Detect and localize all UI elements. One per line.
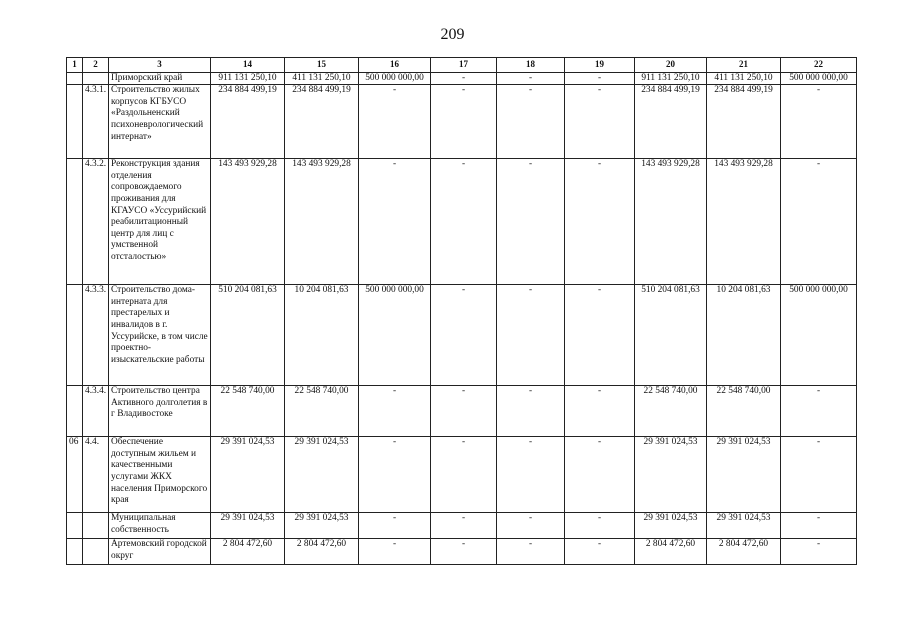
column-header: 2 [83,58,109,73]
table-row [67,437,857,513]
cell-value: - [565,72,635,85]
cell-value: - [497,386,565,437]
cell-value: - [781,539,857,565]
cell-value: 2 804 472,60 [635,539,707,565]
row-name: Муниципальная собственность [109,513,211,539]
cell-value: 234 884 499,19 [635,85,707,159]
budget-table [66,57,857,565]
column-header: 3 [109,58,211,73]
cell-value: 2 804 472,60 [285,539,359,565]
column-header: 14 [211,58,285,73]
cell-value: - [359,85,431,159]
row-code-1 [67,285,83,386]
row-code-1 [67,85,83,159]
cell-value: 911 131 250,10 [211,72,285,85]
cell-value: - [565,285,635,386]
column-header: 16 [359,58,431,73]
cell-value: - [497,72,565,85]
cell-value: - [565,539,635,565]
cell-value: - [497,85,565,159]
column-header: 17 [431,58,497,73]
row-code-2: 4.3.3. [83,285,109,386]
cell-value: 500 000 000,00 [781,72,857,85]
table-row [67,285,857,386]
cell-value: - [565,513,635,539]
table-row [67,159,857,285]
cell-value: - [431,159,497,285]
table-row [67,386,857,437]
cell-value: - [565,85,635,159]
cell-value: - [431,386,497,437]
cell-value: 10 204 081,63 [285,285,359,386]
table-row [67,85,857,159]
column-header: 18 [497,58,565,73]
cell-value: 500 000 000,00 [359,72,431,85]
column-header: 19 [565,58,635,73]
row-code-2: 4.3.4. [83,386,109,437]
table-row [67,513,857,539]
cell-value: 29 391 024,53 [211,437,285,513]
cell-value: 22 548 740,00 [707,386,781,437]
cell-value: 411 131 250,10 [707,72,781,85]
cell-value: 22 548 740,00 [211,386,285,437]
cell-value: 143 493 929,28 [285,159,359,285]
cell-value: 2 804 472,60 [211,539,285,565]
row-code-1 [67,72,83,85]
cell-value: 22 548 740,00 [635,386,707,437]
cell-value: 143 493 929,28 [707,159,781,285]
row-code-2 [83,539,109,565]
cell-value: - [359,159,431,285]
cell-value: - [781,159,857,285]
column-header: 15 [285,58,359,73]
cell-value: 143 493 929,28 [211,159,285,285]
row-name: Строительство жилых корпусов КГБУСО «Раздольненский психоневрологический интернат» [109,85,211,159]
cell-value: - [781,85,857,159]
row-code-1: 06 [67,437,83,513]
cell-value: 234 884 499,19 [285,85,359,159]
cell-value: 143 493 929,28 [635,159,707,285]
row-name: Реконструкция здания отделения сопровождаемого проживания для КГАУСО «Уссурийский реабилитационный центр для лиц с умственной отсталостью» [109,159,211,285]
row-name: Строительство центра Активного долголетия в г Владивостоке [109,386,211,437]
cell-value: - [497,437,565,513]
cell-value: - [781,386,857,437]
cell-value: 29 391 024,53 [635,513,707,539]
cell-value: - [359,437,431,513]
row-name: Обеспечение доступным жильем и качественными услугами ЖКХ населения Приморского края [109,437,211,513]
cell-value: - [565,386,635,437]
cell-value: - [565,159,635,285]
cell-value: - [565,437,635,513]
cell-value: 500 000 000,00 [781,285,857,386]
cell-value: - [431,85,497,159]
cell-value: 911 131 250,10 [635,72,707,85]
header-row [67,58,857,73]
row-code-1 [67,539,83,565]
cell-value: 29 391 024,53 [211,513,285,539]
cell-value: - [497,159,565,285]
cell-value: 29 391 024,53 [707,437,781,513]
cell-value: - [431,437,497,513]
column-header: 21 [707,58,781,73]
row-name: Строительство дома-интерната для престарелых и инвалидов в г. Уссурийске, в том числе проектно-изыскательские работы [109,285,211,386]
row-code-2: 4.3.2. [83,159,109,285]
row-name: Артемовский городской округ [109,539,211,565]
column-header: 1 [67,58,83,73]
cell-value: - [497,285,565,386]
cell-value: - [359,539,431,565]
cell-value: 510 204 081,63 [635,285,707,386]
cell-value: - [431,285,497,386]
cell-value: 2 804 472,60 [707,539,781,565]
cell-value: 29 391 024,53 [285,513,359,539]
page-number: 209 [440,26,465,43]
cell-value: 234 884 499,19 [707,85,781,159]
row-code-1 [67,386,83,437]
cell-value: 22 548 740,00 [285,386,359,437]
cell-value: - [431,539,497,565]
column-header: 20 [635,58,707,73]
cell-value: 29 391 024,53 [285,437,359,513]
cell-value: - [431,72,497,85]
row-code-2: 4.3.1. [83,85,109,159]
cell-value: - [359,513,431,539]
cell-value: 510 204 081,63 [211,285,285,386]
cell-value: - [781,437,857,513]
cell-value: 500 000 000,00 [359,285,431,386]
row-code-2 [83,513,109,539]
cell-value: - [497,539,565,565]
table-row [67,72,857,85]
cell-value: 10 204 081,63 [707,285,781,386]
row-code-1 [67,159,83,285]
cell-value: 29 391 024,53 [635,437,707,513]
cell-value: 234 884 499,19 [211,85,285,159]
column-header: 22 [781,58,857,73]
row-name: Приморский край [109,72,211,85]
cell-value: - [431,513,497,539]
cell-value: 411 131 250,10 [285,72,359,85]
row-code-2 [83,72,109,85]
row-code-1 [67,513,83,539]
cell-value: - [781,513,857,539]
row-code-2: 4.4. [83,437,109,513]
cell-value: - [497,513,565,539]
cell-value: 29 391 024,53 [707,513,781,539]
table-row [67,539,857,565]
cell-value: - [359,386,431,437]
